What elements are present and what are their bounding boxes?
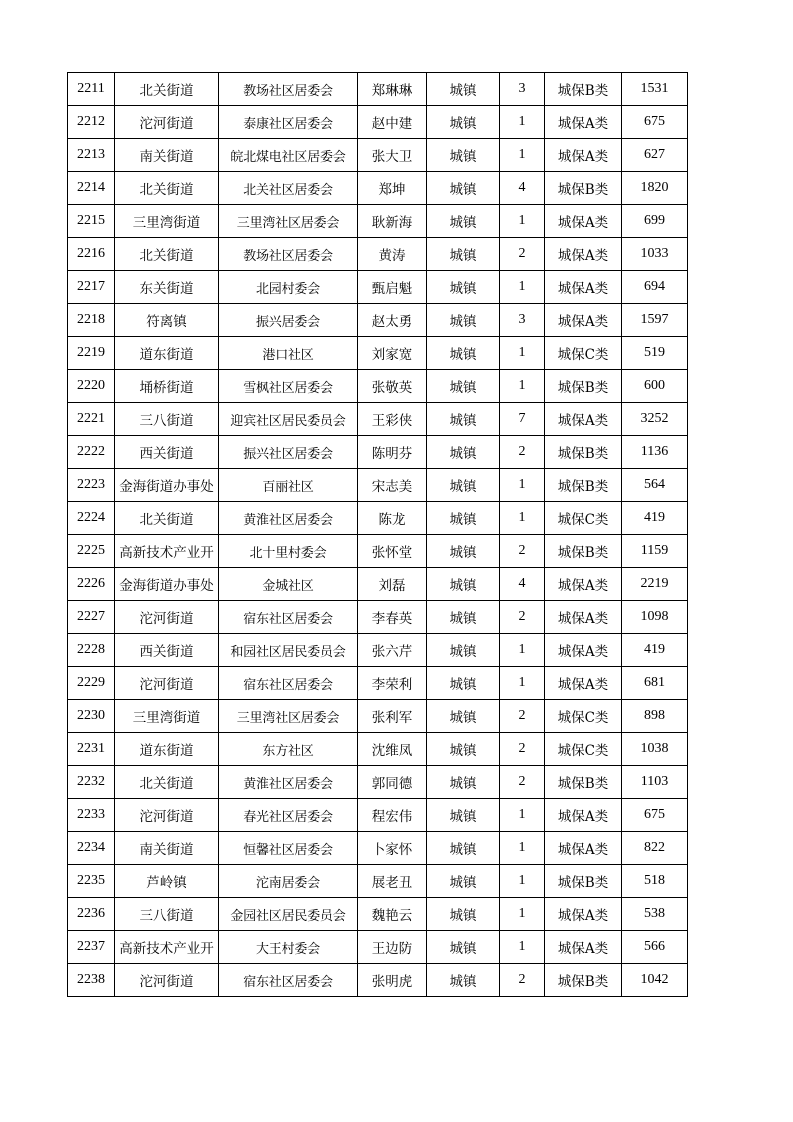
- cell-area: 城镇: [427, 799, 500, 832]
- cell-category: 城保A类: [545, 205, 622, 238]
- cell-area: 城镇: [427, 634, 500, 667]
- cell-count: 1: [500, 469, 545, 502]
- cell-amount: 518: [622, 865, 688, 898]
- cell-amount: 1820: [622, 172, 688, 205]
- cell-street: 西关街道: [115, 634, 219, 667]
- table-row: [68, 106, 688, 139]
- cell-street: 芦岭镇: [115, 865, 219, 898]
- cell-category: 城保C类: [545, 733, 622, 766]
- cell-community: 教场社区居委会: [219, 238, 358, 271]
- table-row: [68, 964, 688, 997]
- cell-street: 金海街道办事处: [115, 469, 219, 502]
- cell-community: 百丽社区: [219, 469, 358, 502]
- cell-id: 2237: [68, 931, 115, 964]
- cell-area: 城镇: [427, 403, 500, 436]
- table-row: [68, 403, 688, 436]
- cell-community: 和园社区居民委员会: [219, 634, 358, 667]
- cell-name: 张大卫: [358, 139, 427, 172]
- cell-category: 城保A类: [545, 304, 622, 337]
- cell-id: 2218: [68, 304, 115, 337]
- cell-amount: 627: [622, 139, 688, 172]
- cell-id: 2224: [68, 502, 115, 535]
- cell-community: 黄淮社区居委会: [219, 766, 358, 799]
- cell-community: 宿东社区居委会: [219, 964, 358, 997]
- table-row: [68, 73, 688, 106]
- cell-count: 1: [500, 337, 545, 370]
- cell-count: 3: [500, 304, 545, 337]
- table-row: [68, 931, 688, 964]
- cell-count: 4: [500, 568, 545, 601]
- cell-area: 城镇: [427, 667, 500, 700]
- cell-id: 2230: [68, 700, 115, 733]
- cell-area: 城镇: [427, 502, 500, 535]
- table-row: [68, 568, 688, 601]
- cell-id: 2222: [68, 436, 115, 469]
- cell-category: 城保B类: [545, 964, 622, 997]
- cell-amount: 1103: [622, 766, 688, 799]
- cell-area: 城镇: [427, 139, 500, 172]
- cell-id: 2219: [68, 337, 115, 370]
- cell-category: 城保A类: [545, 601, 622, 634]
- cell-name: 甄启魁: [358, 271, 427, 304]
- cell-name: 卜家怀: [358, 832, 427, 865]
- cell-street: 金海街道办事处: [115, 568, 219, 601]
- cell-count: 2: [500, 733, 545, 766]
- cell-count: 1: [500, 205, 545, 238]
- table-row: [68, 205, 688, 238]
- cell-count: 1: [500, 502, 545, 535]
- cell-amount: 538: [622, 898, 688, 931]
- cell-name: 王彩侠: [358, 403, 427, 436]
- table-row: [68, 436, 688, 469]
- cell-amount: 3252: [622, 403, 688, 436]
- cell-street: 符离镇: [115, 304, 219, 337]
- cell-amount: 675: [622, 106, 688, 139]
- cell-amount: 419: [622, 502, 688, 535]
- cell-area: 城镇: [427, 436, 500, 469]
- cell-id: 2232: [68, 766, 115, 799]
- cell-area: 城镇: [427, 205, 500, 238]
- cell-name: 张怀堂: [358, 535, 427, 568]
- cell-count: 1: [500, 634, 545, 667]
- cell-category: 城保A类: [545, 106, 622, 139]
- cell-amount: 566: [622, 931, 688, 964]
- cell-community: 黄淮社区居委会: [219, 502, 358, 535]
- table-row: [68, 766, 688, 799]
- cell-area: 城镇: [427, 469, 500, 502]
- cell-name: 张明虎: [358, 964, 427, 997]
- cell-community: 宿东社区居委会: [219, 601, 358, 634]
- cell-street: 道东街道: [115, 733, 219, 766]
- records-table: [67, 72, 688, 997]
- cell-category: 城保A类: [545, 832, 622, 865]
- cell-category: 城保B类: [545, 436, 622, 469]
- cell-area: 城镇: [427, 535, 500, 568]
- cell-community: 三里湾社区居委会: [219, 700, 358, 733]
- cell-community: 金城社区: [219, 568, 358, 601]
- cell-id: 2211: [68, 73, 115, 106]
- cell-area: 城镇: [427, 832, 500, 865]
- table-row: [68, 502, 688, 535]
- cell-count: 1: [500, 139, 545, 172]
- cell-id: 2227: [68, 601, 115, 634]
- cell-id: 2238: [68, 964, 115, 997]
- cell-count: 1: [500, 898, 545, 931]
- cell-area: 城镇: [427, 898, 500, 931]
- table-row: [68, 370, 688, 403]
- cell-street: 南关街道: [115, 832, 219, 865]
- cell-name: 李荣利: [358, 667, 427, 700]
- cell-street: 北关街道: [115, 73, 219, 106]
- cell-community: 振兴社区居委会: [219, 436, 358, 469]
- cell-category: 城保A类: [545, 271, 622, 304]
- cell-id: 2213: [68, 139, 115, 172]
- cell-amount: 1042: [622, 964, 688, 997]
- cell-id: 2216: [68, 238, 115, 271]
- cell-street: 西关街道: [115, 436, 219, 469]
- cell-name: 魏艳云: [358, 898, 427, 931]
- cell-category: 城保C类: [545, 337, 622, 370]
- cell-community: 大王村委会: [219, 931, 358, 964]
- cell-count: 1: [500, 799, 545, 832]
- cell-street: 三八街道: [115, 403, 219, 436]
- cell-name: 李春英: [358, 601, 427, 634]
- cell-name: 赵中建: [358, 106, 427, 139]
- cell-amount: 675: [622, 799, 688, 832]
- cell-category: 城保B类: [545, 172, 622, 205]
- cell-id: 2215: [68, 205, 115, 238]
- cell-street: 高新技术产业开: [115, 535, 219, 568]
- cell-community: 北关社区居委会: [219, 172, 358, 205]
- cell-id: 2228: [68, 634, 115, 667]
- cell-id: 2214: [68, 172, 115, 205]
- table-row: [68, 733, 688, 766]
- table-row: [68, 700, 688, 733]
- cell-id: 2236: [68, 898, 115, 931]
- cell-area: 城镇: [427, 964, 500, 997]
- cell-area: 城镇: [427, 766, 500, 799]
- cell-category: 城保B类: [545, 73, 622, 106]
- cell-name: 郑坤: [358, 172, 427, 205]
- cell-street: 三里湾街道: [115, 205, 219, 238]
- cell-category: 城保A类: [545, 667, 622, 700]
- cell-name: 赵太勇: [358, 304, 427, 337]
- table-row: [68, 601, 688, 634]
- cell-community: 金园社区居民委员会: [219, 898, 358, 931]
- cell-street: 北关街道: [115, 238, 219, 271]
- cell-name: 沈维凤: [358, 733, 427, 766]
- cell-category: 城保A类: [545, 568, 622, 601]
- cell-category: 城保A类: [545, 634, 622, 667]
- cell-amount: 2219: [622, 568, 688, 601]
- cell-amount: 1033: [622, 238, 688, 271]
- cell-name: 王边防: [358, 931, 427, 964]
- cell-street: 北关街道: [115, 766, 219, 799]
- cell-community: 沱南居委会: [219, 865, 358, 898]
- cell-street: 道东街道: [115, 337, 219, 370]
- cell-name: 黄涛: [358, 238, 427, 271]
- cell-id: 2223: [68, 469, 115, 502]
- cell-street: 埇桥街道: [115, 370, 219, 403]
- cell-category: 城保B类: [545, 535, 622, 568]
- cell-count: 1: [500, 931, 545, 964]
- cell-street: 三里湾街道: [115, 700, 219, 733]
- cell-id: 2229: [68, 667, 115, 700]
- table-row: [68, 469, 688, 502]
- cell-area: 城镇: [427, 370, 500, 403]
- cell-amount: 1038: [622, 733, 688, 766]
- cell-category: 城保A类: [545, 139, 622, 172]
- cell-amount: 699: [622, 205, 688, 238]
- cell-community: 东方社区: [219, 733, 358, 766]
- cell-count: 2: [500, 766, 545, 799]
- cell-amount: 681: [622, 667, 688, 700]
- cell-community: 宿东社区居委会: [219, 667, 358, 700]
- cell-category: 城保B类: [545, 865, 622, 898]
- table-row: [68, 535, 688, 568]
- cell-id: 2221: [68, 403, 115, 436]
- cell-category: 城保B类: [545, 766, 622, 799]
- cell-name: 张敬英: [358, 370, 427, 403]
- cell-name: 展老丑: [358, 865, 427, 898]
- cell-community: 迎宾社区居民委员会: [219, 403, 358, 436]
- table-row: [68, 172, 688, 205]
- cell-count: 1: [500, 271, 545, 304]
- table-row: [68, 634, 688, 667]
- cell-area: 城镇: [427, 337, 500, 370]
- cell-area: 城镇: [427, 271, 500, 304]
- cell-count: 1: [500, 865, 545, 898]
- cell-area: 城镇: [427, 733, 500, 766]
- cell-community: 港口社区: [219, 337, 358, 370]
- cell-community: 北园村委会: [219, 271, 358, 304]
- cell-community: 教场社区居委会: [219, 73, 358, 106]
- cell-community: 三里湾社区居委会: [219, 205, 358, 238]
- cell-category: 城保A类: [545, 238, 622, 271]
- cell-community: 泰康社区居委会: [219, 106, 358, 139]
- cell-count: 4: [500, 172, 545, 205]
- cell-area: 城镇: [427, 106, 500, 139]
- cell-amount: 1531: [622, 73, 688, 106]
- cell-street: 沱河街道: [115, 601, 219, 634]
- cell-amount: 1159: [622, 535, 688, 568]
- cell-name: 陈明芬: [358, 436, 427, 469]
- cell-community: 雪枫社区居委会: [219, 370, 358, 403]
- table-row: [68, 832, 688, 865]
- cell-name: 刘磊: [358, 568, 427, 601]
- cell-name: 刘家宽: [358, 337, 427, 370]
- cell-category: 城保C类: [545, 700, 622, 733]
- cell-count: 1: [500, 832, 545, 865]
- cell-count: 2: [500, 436, 545, 469]
- cell-category: 城保B类: [545, 469, 622, 502]
- cell-amount: 1597: [622, 304, 688, 337]
- cell-community: 春光社区居委会: [219, 799, 358, 832]
- cell-amount: 519: [622, 337, 688, 370]
- table-row: [68, 271, 688, 304]
- cell-area: 城镇: [427, 865, 500, 898]
- cell-id: 2212: [68, 106, 115, 139]
- cell-id: 2234: [68, 832, 115, 865]
- cell-street: 沱河街道: [115, 667, 219, 700]
- cell-name: 郭同德: [358, 766, 427, 799]
- cell-amount: 1136: [622, 436, 688, 469]
- cell-count: 2: [500, 964, 545, 997]
- cell-name: 宋志美: [358, 469, 427, 502]
- cell-id: 2220: [68, 370, 115, 403]
- cell-street: 东关街道: [115, 271, 219, 304]
- cell-count: 1: [500, 370, 545, 403]
- cell-id: 2226: [68, 568, 115, 601]
- cell-id: 2225: [68, 535, 115, 568]
- cell-area: 城镇: [427, 601, 500, 634]
- cell-area: 城镇: [427, 304, 500, 337]
- cell-id: 2233: [68, 799, 115, 832]
- cell-id: 2217: [68, 271, 115, 304]
- cell-amount: 600: [622, 370, 688, 403]
- cell-amount: 694: [622, 271, 688, 304]
- cell-area: 城镇: [427, 238, 500, 271]
- table-row: [68, 139, 688, 172]
- cell-category: 城保A类: [545, 898, 622, 931]
- cell-street: 南关街道: [115, 139, 219, 172]
- cell-amount: 1098: [622, 601, 688, 634]
- cell-id: 2231: [68, 733, 115, 766]
- cell-street: 北关街道: [115, 502, 219, 535]
- cell-area: 城镇: [427, 931, 500, 964]
- cell-count: 1: [500, 106, 545, 139]
- cell-community: 皖北煤电社区居委会: [219, 139, 358, 172]
- cell-area: 城镇: [427, 172, 500, 205]
- cell-amount: 898: [622, 700, 688, 733]
- table-row: [68, 238, 688, 271]
- cell-name: 陈龙: [358, 502, 427, 535]
- cell-category: 城保A类: [545, 931, 622, 964]
- cell-count: 7: [500, 403, 545, 436]
- table-row: [68, 304, 688, 337]
- cell-street: 北关街道: [115, 172, 219, 205]
- cell-count: 3: [500, 73, 545, 106]
- cell-name: 张利军: [358, 700, 427, 733]
- table-row: [68, 337, 688, 370]
- table-row: [68, 865, 688, 898]
- cell-street: 三八街道: [115, 898, 219, 931]
- cell-street: 沱河街道: [115, 799, 219, 832]
- cell-street: 高新技术产业开: [115, 931, 219, 964]
- table-body: [68, 73, 688, 997]
- cell-community: 振兴居委会: [219, 304, 358, 337]
- cell-count: 1: [500, 667, 545, 700]
- cell-name: 张六芹: [358, 634, 427, 667]
- table-row: [68, 898, 688, 931]
- cell-category: 城保C类: [545, 502, 622, 535]
- table-row: [68, 799, 688, 832]
- cell-count: 2: [500, 601, 545, 634]
- cell-community: 北十里村委会: [219, 535, 358, 568]
- cell-name: 程宏伟: [358, 799, 427, 832]
- cell-category: 城保A类: [545, 403, 622, 436]
- cell-id: 2235: [68, 865, 115, 898]
- cell-street: 沱河街道: [115, 106, 219, 139]
- cell-count: 2: [500, 238, 545, 271]
- cell-area: 城镇: [427, 700, 500, 733]
- cell-category: 城保B类: [545, 370, 622, 403]
- cell-community: 恒馨社区居委会: [219, 832, 358, 865]
- cell-category: 城保A类: [545, 799, 622, 832]
- cell-amount: 564: [622, 469, 688, 502]
- cell-amount: 419: [622, 634, 688, 667]
- cell-count: 2: [500, 700, 545, 733]
- cell-street: 沱河街道: [115, 964, 219, 997]
- cell-name: 耿新海: [358, 205, 427, 238]
- cell-name: 郑琳琳: [358, 73, 427, 106]
- table-row: [68, 667, 688, 700]
- cell-area: 城镇: [427, 73, 500, 106]
- cell-area: 城镇: [427, 568, 500, 601]
- cell-count: 2: [500, 535, 545, 568]
- cell-amount: 822: [622, 832, 688, 865]
